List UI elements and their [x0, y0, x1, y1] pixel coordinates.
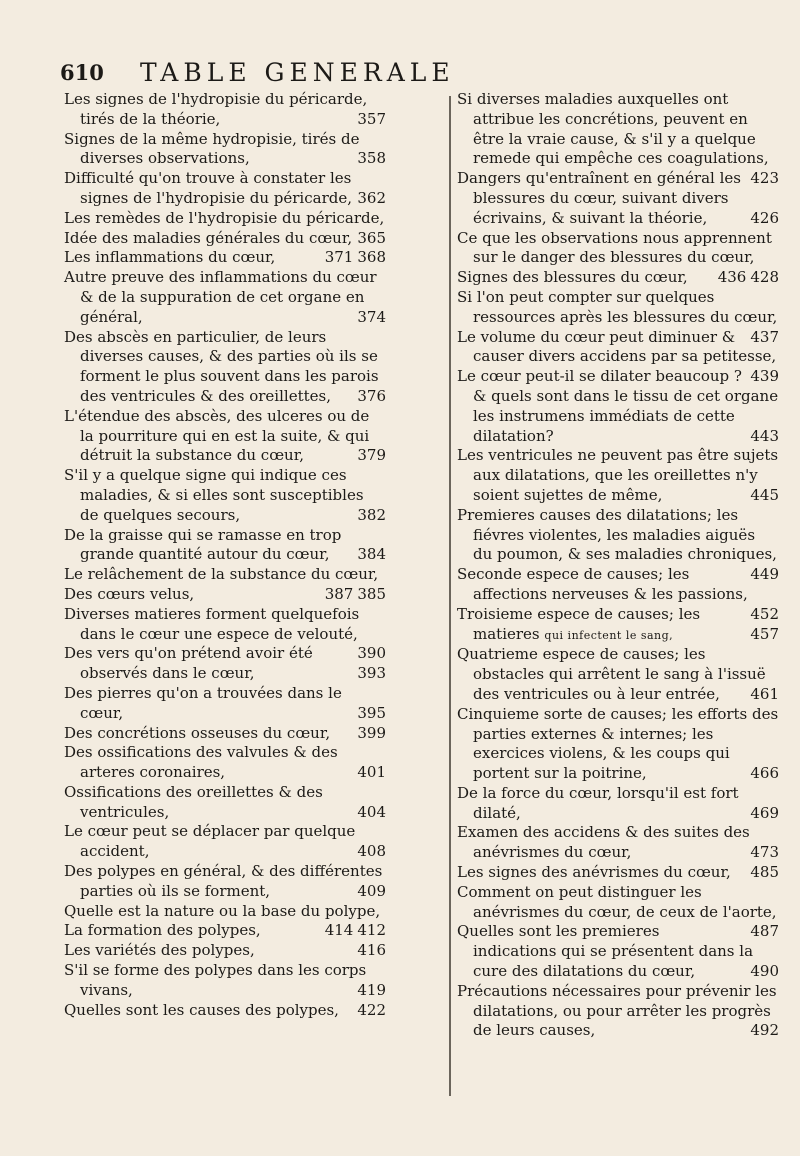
entry-text: La formation des polypes, — [64, 921, 261, 940]
index-entry — [64, 466, 386, 525]
entry-page-number: 487 — [750, 922, 779, 941]
entry-page-number: 445 — [750, 485, 779, 504]
entry-page-number: 371 — [324, 248, 354, 267]
index-entry — [64, 407, 386, 466]
index-entry — [457, 823, 779, 863]
entry-text: Les signes des anévrismes du cœur, — [457, 863, 731, 882]
entry-text: Quelle est la nature ou la base du polype, — [64, 901, 381, 920]
entry-page-number: 452 — [750, 604, 779, 623]
entry-page-number: 412 — [357, 921, 386, 940]
entry-text: Diverses matieres forment quelquefois dans le cœur une espece de velouté, — [64, 604, 360, 643]
entry-text: Idée des maladies générales du cœur, — [64, 228, 353, 247]
entry-text: Précautions nécessaires pour prévenir les dilatations, ou pour arrêter les progrès de leurs causes, — [457, 981, 777, 1040]
index-entry — [457, 169, 779, 228]
entry-text: De la graisse qui se ramasse en trop grande quantité autour du cœur, — [64, 525, 342, 564]
index-entry — [457, 367, 779, 446]
entry-text: Signes des blessures du cœur, — [457, 268, 688, 287]
entry-page-number: 399 — [357, 723, 386, 742]
entry-page-number: 390 — [357, 644, 386, 663]
entry-page-number: 382 — [357, 505, 386, 524]
entry-page-number: 457 — [750, 624, 779, 643]
entry-page-number: 401 — [357, 763, 386, 782]
entry-page-number: 374 — [357, 307, 386, 326]
entry-text: Les variétés des polypes, — [64, 941, 255, 960]
entry-page-number: 416 — [357, 941, 386, 960]
index-entry — [457, 982, 779, 1041]
entry-page-number: 461 — [750, 684, 779, 703]
entry-page-number: 408 — [357, 842, 386, 861]
index-entry — [457, 90, 779, 188]
entry-page-number: 426 — [750, 208, 779, 227]
index-entry — [64, 743, 386, 783]
entry-text: Autre preuve des inflammations du cœur & de la suppuration de cet organe en général, — [64, 268, 377, 326]
entry-text: Le relâchement de la substance du cœur, — [64, 565, 379, 584]
entry-text: Les inflammations du cœur, — [64, 248, 276, 267]
entry-page-number: 362 — [357, 188, 386, 207]
index-entry — [457, 565, 779, 623]
column-divider — [449, 96, 451, 1096]
index-entry — [64, 783, 386, 823]
right-column — [457, 90, 779, 1041]
index-entry — [64, 921, 386, 941]
entry-page-number: 385 — [357, 584, 386, 603]
index-entry — [457, 784, 779, 824]
index-entry — [64, 684, 386, 724]
index-entry — [64, 1001, 386, 1021]
entry-text: L'étendue des abscès, des ulceres ou de la pourriture qui en est la suite, & qui détruit la substance du cœur, — [64, 406, 370, 465]
index-entry — [64, 90, 386, 130]
index-entry — [64, 526, 386, 566]
index-entry — [457, 705, 779, 784]
entry-text: Seconde espece de causes; les affections nerveuses & les passions, — [457, 565, 748, 603]
entry-page-number: 443 — [750, 426, 779, 445]
entry-page-number: 449 — [750, 565, 779, 584]
index-entry — [457, 268, 779, 288]
index-entry — [64, 169, 386, 209]
entry-text: Quatrieme espece de causes; les obstacles qui arrêtent le sang à l'issuë des ventricules ou à leur entrée, — [457, 645, 766, 703]
entry-text: Des pierres qu'on a trouvées dans le cœur, — [64, 683, 342, 722]
entry-text: Des vers qu'on prétend avoir été observés dans le cœur, — [64, 644, 313, 683]
entry-text: Troisieme espece de causes; les matieres — [457, 604, 701, 643]
page-number: 610 — [60, 60, 104, 85]
entry-page-number: 490 — [750, 962, 779, 981]
index-entry — [64, 862, 386, 902]
entry-text: Si l'on peut compter sur quelques ressources après les blessures du cœur, — [457, 287, 778, 326]
index-entry — [64, 822, 386, 862]
entry-page-number: 357 — [357, 109, 386, 128]
entry-text: Premieres causes des dilatations; les fiévres violentes, les maladies aiguës du poumon, & ses maladies chroniques, — [457, 505, 777, 564]
entry-text: Des polypes en général, & des différentes parties où ils se forment, — [64, 862, 383, 900]
index-entry — [457, 922, 779, 981]
index-entry — [64, 941, 386, 961]
entry-page-number: 437 — [750, 327, 779, 346]
entry-page-number: 419 — [357, 980, 386, 999]
index-entry — [457, 327, 779, 386]
entry-page-number: 384 — [357, 545, 386, 564]
index-entry — [457, 882, 779, 941]
entry-text: De la force du cœur, lorsqu'il est fort dilaté, — [457, 783, 739, 822]
index-entry — [457, 446, 779, 505]
entry-text: Difficulté qu'on trouve à constater les signes de l'hydropisie du péricarde, — [64, 169, 352, 207]
entry-text: Les signes de l'hydropisie du péricarde, tirés de la théorie, — [64, 90, 368, 128]
entry-text: Dangers qu'entraînent en général les blessures du cœur, suivant divers écrivains, & suivant la théorie, — [457, 169, 741, 227]
index-entry — [64, 644, 386, 684]
entry-page-number: 473 — [750, 843, 779, 862]
entry-text: Comment on peut distinguer les anévrismes du cœur, de ceux de l'aorte, — [457, 882, 777, 921]
entry-page-number: 423 — [750, 169, 779, 188]
entry-page-number: 469 — [750, 803, 779, 822]
index-entry — [64, 328, 386, 407]
index-entry — [457, 645, 779, 704]
entry-text: Quelles sont les premieres indications qui se présentent dans la cure des dilatations du cœur, — [457, 922, 754, 981]
entry-text: Les remèdes de l'hydropisie du péricarde, — [64, 208, 385, 227]
entry-text: Les ventricules ne peuvent pas être sujets aux dilatations, que les oreillettes n'y soient sujettes de même, — [457, 446, 779, 504]
entry-page-number: 439 — [750, 367, 779, 386]
entry-text: Le cœur peut-il se dilater beaucoup ? & quels sont dans le tissu de cet organe les instrumens immédiats de cette dilatation? — [457, 367, 779, 445]
index-entry — [64, 130, 386, 170]
entry-text: Ossifications des oreillettes & des ventricules, — [64, 782, 323, 821]
index-entry — [64, 604, 386, 663]
entry-text: Des cœurs velus, — [64, 584, 195, 603]
entry-text: Le volume du cœur peut diminuer & causer divers accidens par sa petitesse, — [457, 327, 777, 366]
entry-text: Si diverses maladies auxquelles ont attribue les concrétions, peuvent en être la vraie cause, & s'il y a quelque remede qui empêche ces coagulations, — [457, 90, 769, 168]
entry-page-number: 428 — [750, 268, 779, 287]
entry-text: Signes de la même hydropisie, tirés de diverses observations, — [64, 129, 360, 168]
index-entry — [64, 268, 386, 327]
entry-page-number: 466 — [750, 764, 779, 783]
left-column — [64, 90, 386, 1020]
entry-text: Ce que les observations nous apprennent sur le danger des blessures du cœur, — [457, 228, 772, 267]
entry-page-number: 422 — [357, 1000, 386, 1019]
index-entry — [457, 605, 779, 646]
entry-small-text: qui infectent le sang, — [544, 628, 674, 642]
entry-page-number: 379 — [357, 446, 386, 465]
entry-page-number: 492 — [750, 1021, 779, 1040]
index-entry — [64, 248, 386, 268]
entry-text: Des abscès en particulier, de leurs diverses causes, & des parties où ils se forment le plus souvent dans les parois des ventricules & des oreillettes, — [64, 327, 379, 405]
entry-text: Quelles sont les causes des polypes, — [64, 1000, 339, 1019]
entry-page-number: 485 — [750, 863, 779, 882]
page-header — [60, 58, 760, 90]
index-entry — [457, 863, 779, 883]
entry-page-number: 393 — [357, 664, 386, 683]
entry-text: Des concrétions osseuses du cœur, — [64, 723, 331, 742]
index-entry — [64, 585, 386, 605]
entry-page-number: 395 — [357, 703, 386, 722]
entry-text: Cinquieme sorte de causes; les efforts des parties externes & internes; les exercices violens, & les coups qui portent sur la poitrine, — [457, 704, 779, 783]
index-entry — [64, 724, 386, 744]
entry-page-number: 358 — [357, 149, 386, 168]
entry-text: S'il se forme des polypes dans les corps vivans, — [64, 961, 367, 999]
entry-text: Des ossifications des valvules & des arteres coronaires, — [64, 743, 338, 782]
entry-page-number: 368 — [357, 248, 386, 267]
entry-text: Le cœur peut se déplacer par quelque accident, — [64, 822, 356, 861]
running-title: TABLE GENERALE — [140, 58, 455, 87]
entry-text: S'il y a quelque signe qui indique ces maladies, & si elles sont susceptibles de quelques secours, — [64, 466, 364, 524]
index-entry — [457, 287, 779, 346]
entry-text: Examen des accidens & des suites des anévrismes du cœur, — [457, 823, 750, 862]
entry-page-number: 404 — [357, 802, 386, 821]
entry-page-number: 376 — [357, 386, 386, 405]
index-entry — [64, 961, 386, 1001]
entry-page-number: 414 — [324, 921, 354, 940]
entry-page-number: 365 — [357, 228, 386, 247]
entry-page-number: 436 — [717, 268, 747, 287]
entry-page-number: 409 — [357, 881, 386, 900]
entry-page-number: 387 — [324, 584, 354, 603]
